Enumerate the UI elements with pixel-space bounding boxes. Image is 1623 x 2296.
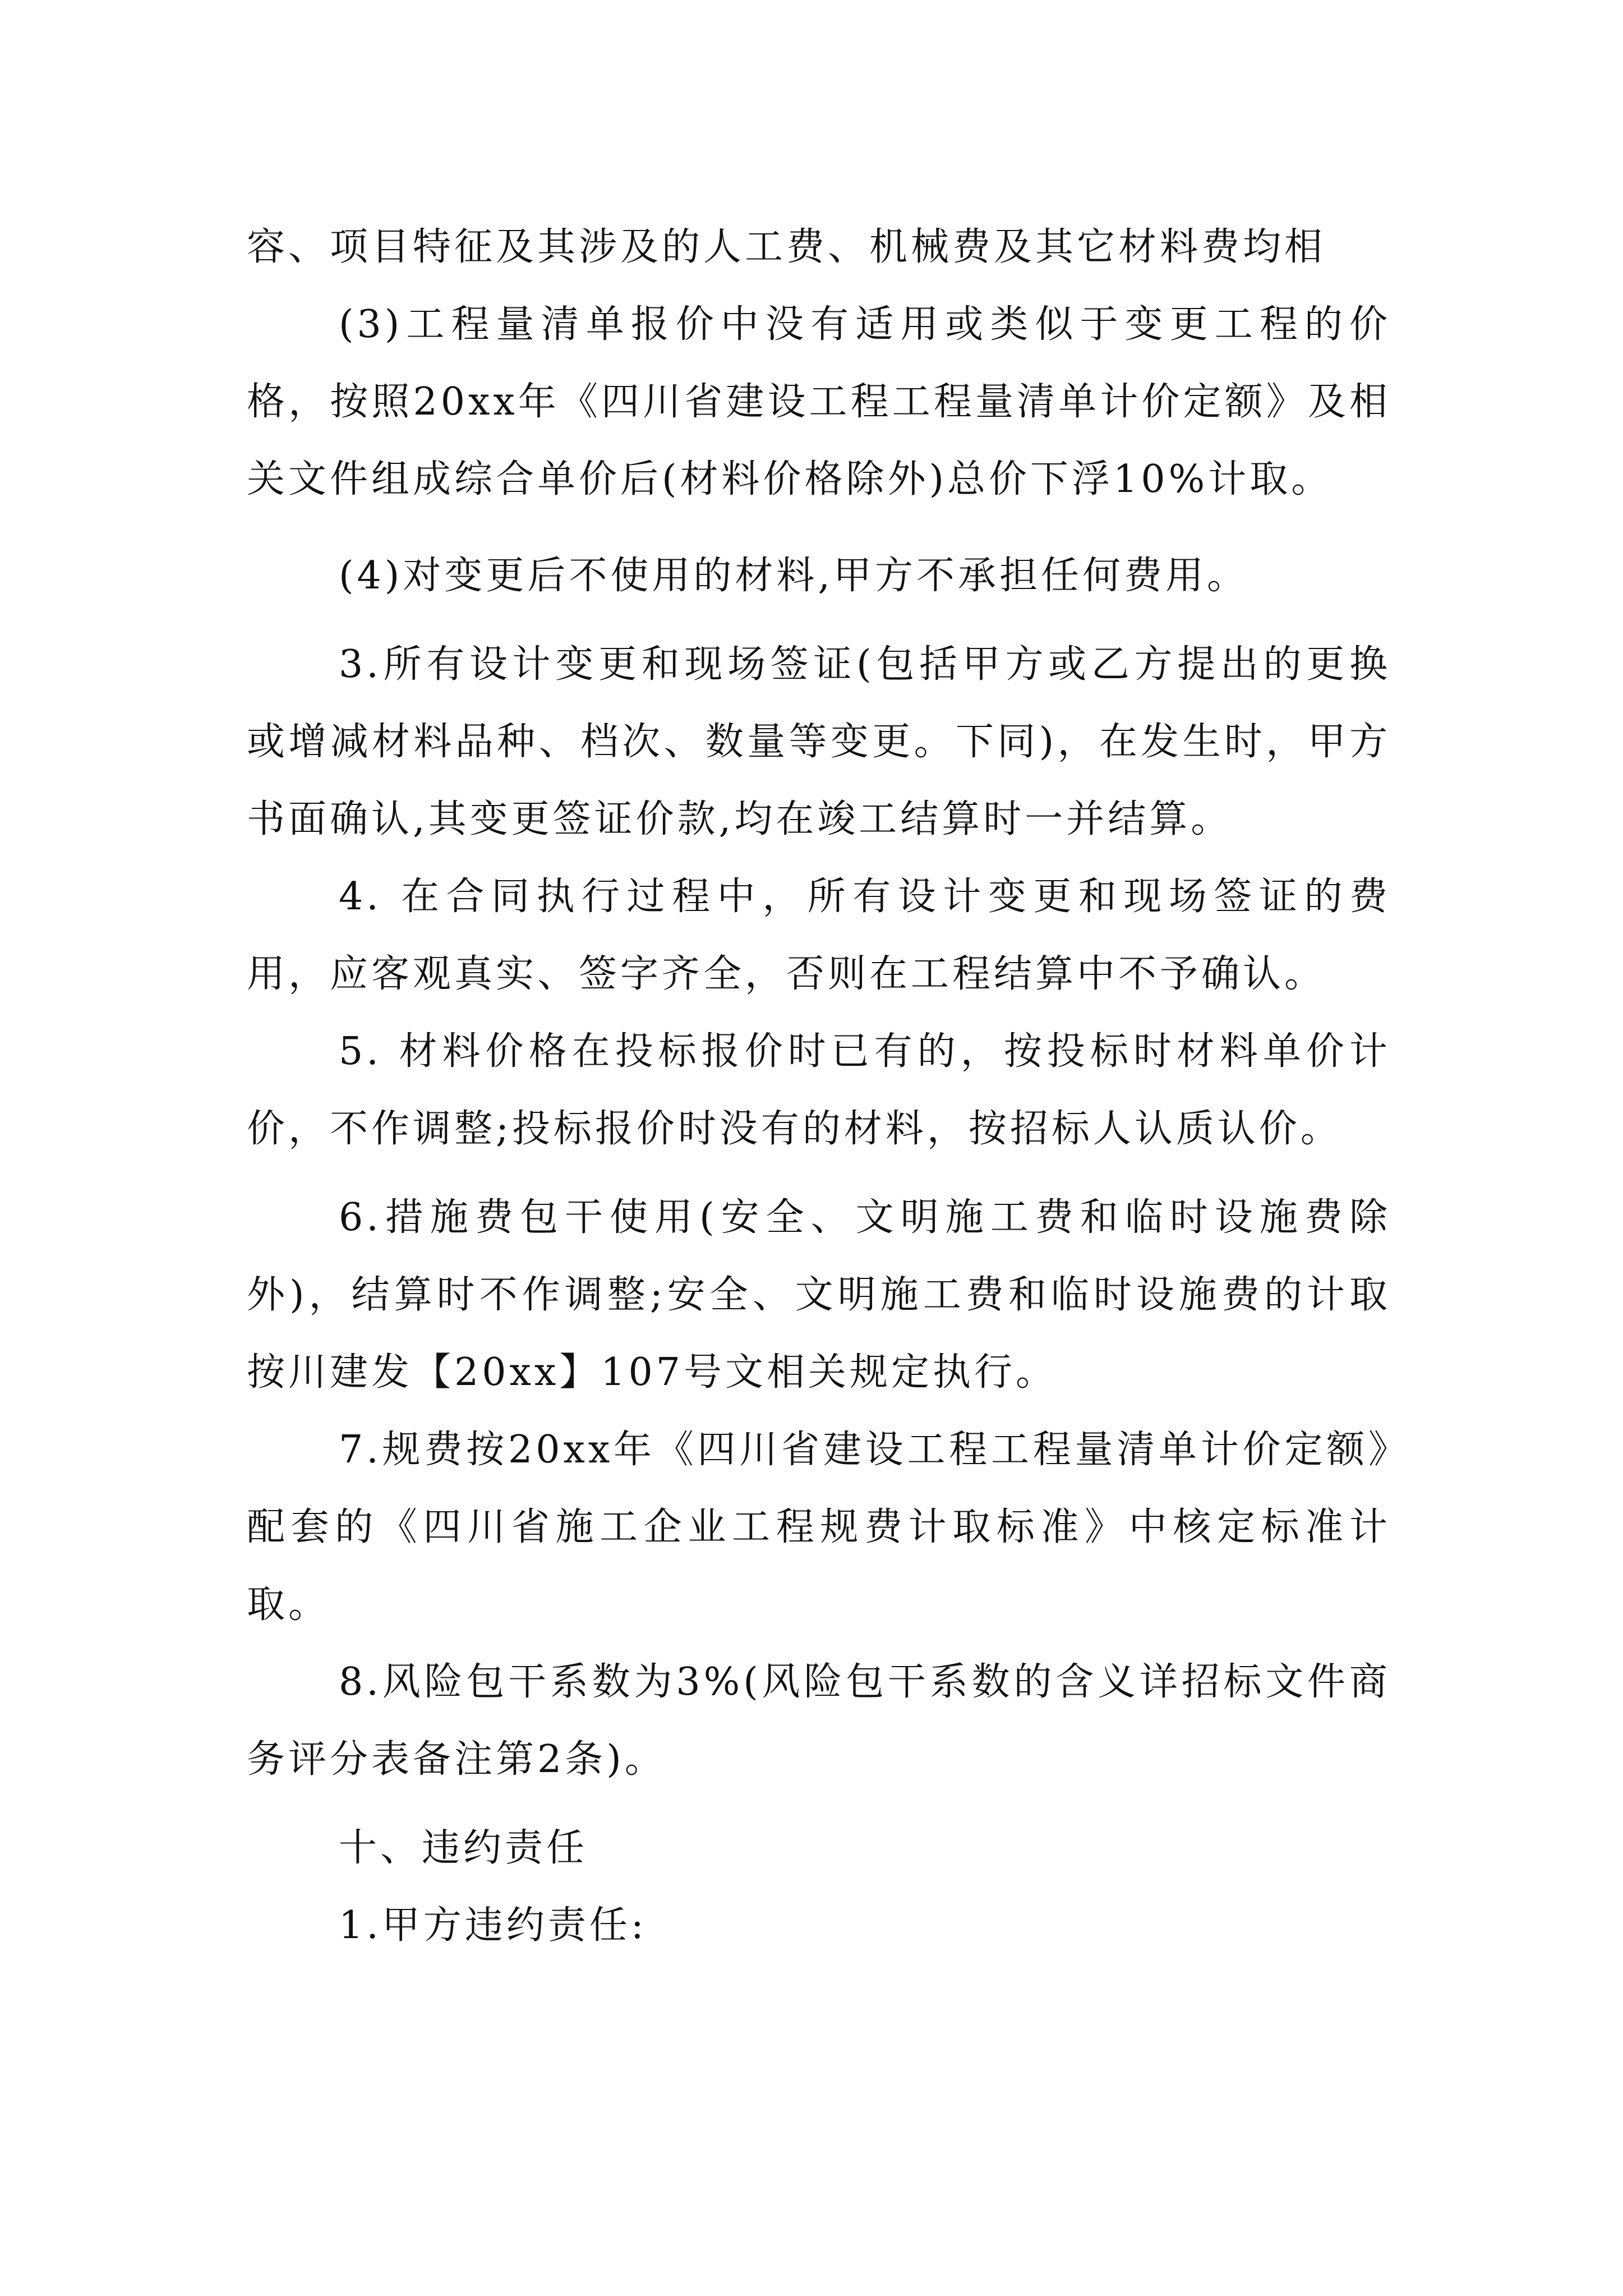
paragraph-clause-6: 6.措施费包干使用(安全、文明施工费和临时设施费除外)，结算时不作调整;安全、文明施工费和临时设施费的计取按川建发【20xx】107号文相关规定执行。 xyxy=(247,1195,1391,1395)
paragraph-clause-3: 3.所有设计变更和现场签证(包括甲方或乙方提出的更换或增减材料品种、档次、数量等变更。下同)，在发生时，甲方书面确认,其变更签证价款,均在竣工结算时一并结算。 xyxy=(247,642,1391,841)
paragraph-party-a-liability: 1.甲方违约责任: xyxy=(339,1903,647,1948)
section-heading-breach-liability: 十、违约责任 xyxy=(339,1826,588,1870)
paragraph-clause-7: 7.规费按20xx年《四川省建设工程工程量清单计价定额》配套的《四川省施工企业工程规费计取标准》中核定标准计取。 xyxy=(247,1428,1391,1627)
paragraph-clause-4: 4. 在合同执行过程中，所有设计变更和现场签证的费用，应客观真实、签字齐全，否则在工程结算中不予确认。 xyxy=(247,875,1391,996)
paragraph-continuation: 容、项目特征及其涉及的人工费、机械费及其它材料费均相 xyxy=(247,225,1326,269)
paragraph-item-4-parenthetical: (4)对变更后不使用的材料,甲方不承担任何费用。 xyxy=(339,554,1248,598)
paragraph-item-3-parenthetical: (3)工程量清单报价中没有适用或类似于变更工程的价格，按照20xx年《四川省建设工程工程量清单计价定额》及相关文件组成综合单价后(材料价格除外)总价下浮10%计取。 xyxy=(247,302,1391,501)
paragraph-clause-8: 8.风险包干系数为3%(风险包干系数的含义详招标文件商务评分表备注第2条)。 xyxy=(247,1660,1391,1782)
paragraph-clause-5: 5. 材料价格在投标报价时已有的，按投标时材料单价计价，不作调整;投标报价时没有的材料，按招标人认质认价。 xyxy=(247,1029,1391,1151)
document-body xyxy=(247,209,1391,1964)
